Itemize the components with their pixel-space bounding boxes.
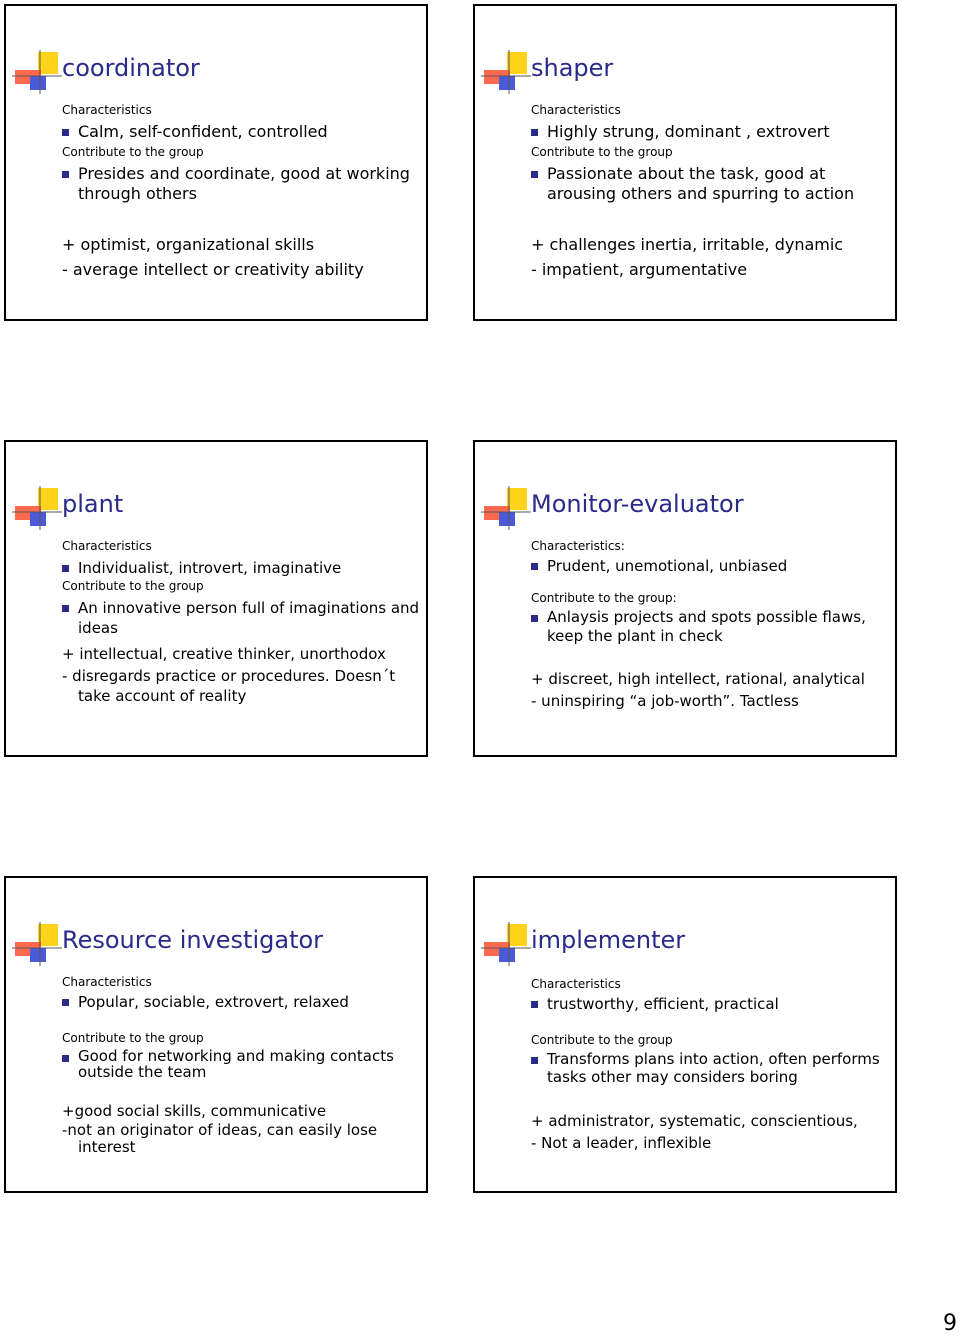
strength-line: + discreet, high intellect, rational, analytical [531,670,865,688]
slide-title: Resource investigator [62,926,324,954]
slide-title: coordinator [62,54,200,82]
bullet-square-icon [531,1057,538,1064]
contribute-item: Passionate about the task, good at arousing others and spurring to action [531,164,891,204]
characteristics-item: Calm, self-confident, controlled [62,122,422,142]
bullet-square-icon [531,1001,538,1008]
bullet-square-icon [62,171,69,178]
strength-line: + optimist, organizational skills [62,235,315,254]
contribute-item: Good for networking and making contacts outside the team [62,1048,422,1080]
weakness-line: - uninspiring “a job-worth”. Tactless [531,692,799,710]
contribute-item: Transforms plans into action, often performs tasks other may considers boring [531,1050,891,1086]
slide-logo-icon [12,50,62,94]
strength-line: + intellectual, creative thinker, unorthodox [62,645,386,663]
contribute-label: Contribute to the group [62,145,204,159]
bullet-square-icon [531,171,538,178]
strength-line: + challenges inertia, irritable, dynamic [531,235,844,254]
slide-plant [4,440,428,757]
characteristics-label: Characteristics [62,975,152,989]
slide-implementer [473,876,897,1193]
slide-title: shaper [531,54,614,82]
slide-monitor-evaluator [473,440,897,757]
contribute-item: Anlaysis projects and spots possible flaws, keep the plant in check [531,608,891,646]
characteristics-label: Characteristics [531,103,621,117]
bullet-square-icon [62,605,69,612]
contribute-label: Contribute to the group [531,1033,673,1047]
bullet-square-icon [531,563,538,570]
characteristics-item: Prudent, unemotional, unbiased [531,556,891,576]
bullet-square-icon [62,565,69,572]
slide-logo-icon [12,486,62,530]
characteristics-item: Individualist, introvert, imaginative [62,558,422,578]
characteristics-label: Characteristics: [531,539,625,553]
bullet-square-icon [531,129,538,136]
weakness-line: - impatient, argumentative [531,260,748,279]
characteristics-item: trustworthy, efficient, practical [531,994,891,1014]
contribute-label: Contribute to the group: [531,591,677,605]
weakness-line: -not an originator of ideas, can easily lose interest [62,1121,378,1156]
bullet-square-icon [62,1055,69,1062]
slide-body [531,538,891,712]
strength-line: +good social skills, communicative [62,1102,327,1120]
characteristics-label: Characteristics [531,977,621,991]
slide-body [531,102,891,282]
slide-coordinator [4,4,428,321]
slide-logo-icon [481,50,531,94]
slide-title: plant [62,490,124,518]
slide-logo-icon [12,922,62,966]
bullet-square-icon [62,999,69,1006]
characteristics-item: Highly strung, dominant , extrovert [531,122,891,142]
slide-body [62,102,422,282]
slide-resource-investigator [4,876,428,1193]
slide-body [62,538,422,706]
contribute-item: Presides and coordinate, good at working through others [62,164,422,204]
contribute-item: An innovative person full of imaginations and ideas [62,598,422,638]
slide-title: implementer [531,926,686,954]
slide-body [531,974,891,1154]
contribute-label: Contribute to the group [531,145,673,159]
slide-shaper [473,4,897,321]
characteristics-item: Popular, sociable, extrovert, relaxed [62,992,422,1012]
weakness-line: - Not a leader, inflexible [531,1134,712,1152]
slide-body [62,974,422,1156]
characteristics-label: Characteristics [62,539,152,553]
strength-line: + administrator, systematic, conscientious, [531,1112,858,1130]
weakness-line: - average intellect or creativity ability [62,260,364,279]
bullet-square-icon [62,129,69,136]
slide-logo-icon [481,486,531,530]
contribute-label: Contribute to the group [62,579,204,593]
bullet-square-icon [531,615,538,622]
contribute-label: Contribute to the group [62,1031,204,1045]
characteristics-label: Characteristics [62,103,152,117]
weakness-line: - disregards practice or procedures. Doesn´t take account of reality [62,667,396,705]
slide-logo-icon [481,922,531,966]
page-number: 9 [943,1311,957,1336]
slide-title: Monitor-evaluator [531,490,744,518]
